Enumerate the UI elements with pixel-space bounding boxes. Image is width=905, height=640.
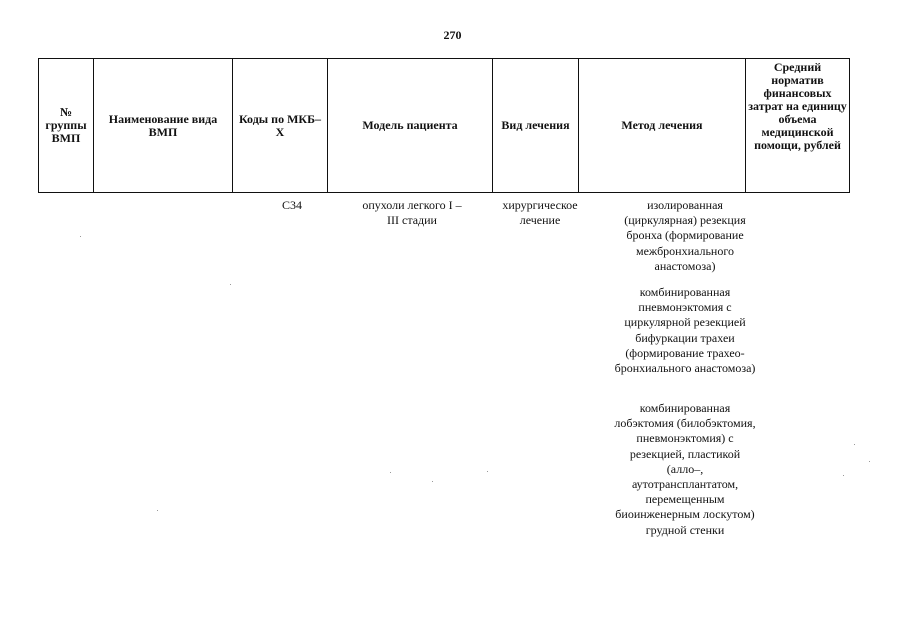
header-treatment-method: Метод лечения xyxy=(579,59,746,192)
page-number: 270 xyxy=(443,28,462,42)
patient-model-cell: опухоли легкого I – III стадии xyxy=(362,198,462,227)
scan-speck xyxy=(230,284,231,285)
header-treatment-type: Вид лечения xyxy=(493,59,579,192)
scan-speck xyxy=(157,510,158,511)
scan-speck xyxy=(487,471,488,472)
treatment-type-cell: хирургическое лечение xyxy=(502,198,578,227)
scan-speck xyxy=(80,236,81,237)
table-header xyxy=(38,58,850,193)
table-bottom-rule xyxy=(38,192,850,193)
header-patient-model: Модель пациента xyxy=(328,59,493,192)
method-item-2: комбинированная пневмонэктомия с циркулярной резекцией бифуркации трахеи (формирование трахео-бронхиального анастомоза) xyxy=(614,285,756,376)
icd-code-cell: С34 xyxy=(281,198,302,212)
scan-speck xyxy=(869,461,870,462)
header-financial-norm: Средний норматив финансовых затрат на единицу объема медицинской помощи, рублей xyxy=(748,60,847,152)
scan-speck xyxy=(432,481,433,482)
scan-speck xyxy=(854,444,855,445)
scan-speck xyxy=(843,475,844,476)
header-vmp-name: Наименование вида ВМП xyxy=(94,59,233,192)
method-item-1: изолированная (циркулярная) резекция бронха (формирование межбронхиального анастомоза) xyxy=(624,198,746,273)
header-icd-codes: Коды по МКБ–Х xyxy=(233,59,328,192)
header-group-number: № группы ВМП xyxy=(39,59,94,192)
method-item-3: комбинированная лобэктомия (билобэктомия, пневмонэктомия) с резекцией, пластикой (алло–, аутотрансплантатом, перемещенным биоинженерным лоскутом) грудной стенки xyxy=(614,401,756,537)
scan-speck xyxy=(390,472,391,473)
